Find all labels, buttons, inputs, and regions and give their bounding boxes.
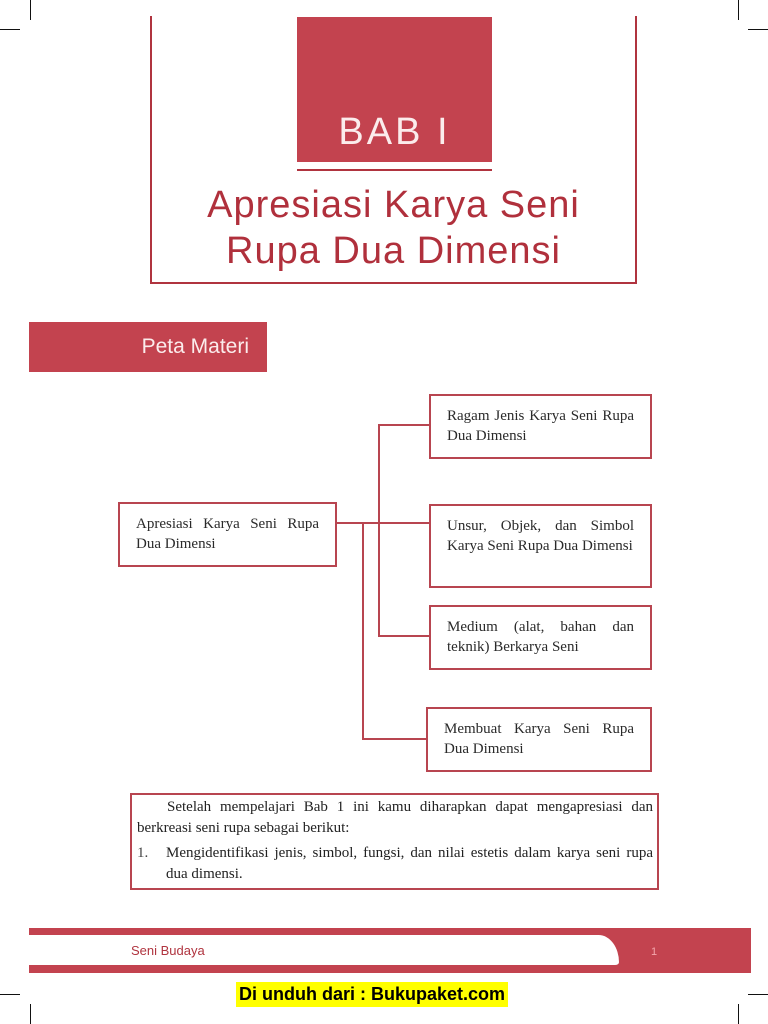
learning-objectives-box xyxy=(130,793,659,890)
concept-branch-node-1 xyxy=(429,394,652,459)
crop-mark-bottom-left-h xyxy=(0,994,20,995)
chapter-label: BAB I xyxy=(338,111,451,153)
concept-branch-node-4 xyxy=(426,707,652,772)
chapter-title-line-1: Apresiasi Karya Seni xyxy=(207,184,580,226)
concept-branch-text-1: Ragam Jenis Karya Seni Rupa Dua Dimensi xyxy=(447,408,634,444)
concept-branch-text-2: Unsur, Objek, dan Simbol Karya Seni Rupa Dua Dimensi xyxy=(447,518,634,554)
connector-upper-vertical xyxy=(378,424,380,637)
connector-lower-vertical xyxy=(362,522,364,740)
concept-branch-text-4: Membuat Karya Seni Rupa Dua Dimensi xyxy=(444,721,634,757)
footer-subject: Seni Budaya xyxy=(131,943,205,958)
concept-branch-node-3 xyxy=(429,605,652,670)
crop-mark-bottom-left-v xyxy=(30,1004,31,1024)
crop-mark-top-left-h xyxy=(0,29,20,30)
connector-branch-3 xyxy=(378,635,431,637)
concept-branch-node-2 xyxy=(429,504,652,588)
chapter-title-line-2: Rupa Dua Dimensi xyxy=(226,230,561,272)
connector-branch-4 xyxy=(362,738,428,740)
crop-mark-bottom-right-h xyxy=(748,994,768,995)
section-banner-label: Peta Materi xyxy=(141,335,249,358)
crop-mark-top-right-v xyxy=(738,0,739,20)
footer-inner-band xyxy=(29,935,619,965)
section-banner xyxy=(29,322,267,372)
concept-branch-text-3: Medium (alat, bahan dan teknik) Berkarya Seni xyxy=(447,619,634,655)
crop-mark-bottom-right-v xyxy=(738,1004,739,1024)
concept-root-node xyxy=(118,502,337,567)
page-number: 1 xyxy=(651,946,658,958)
objectives-item xyxy=(137,843,653,885)
chapter-label-rule xyxy=(297,169,492,171)
objectives-item-number: 1. xyxy=(137,845,149,861)
crop-mark-top-right-h xyxy=(748,29,768,30)
concept-root-text: Apresiasi Karya Seni Rupa Dua Dimensi xyxy=(136,516,319,552)
connector-branch-1 xyxy=(378,424,431,426)
objectives-intro: Setelah mempelajari Bab 1 ini kamu diharapkan dapat mengapresiasi dan berkreasi seni rupa sebagai berikut: xyxy=(137,799,653,836)
objectives-item-text: Mengidentifikasi jenis, simbol, fungsi, dan nilai estetis dalam karya seni rupa dua dimensi. xyxy=(166,845,653,882)
download-watermark: Di unduh dari : Bukupaket.com xyxy=(236,982,508,1007)
connector-root-horizontal xyxy=(336,522,431,524)
crop-mark-top-left-v xyxy=(30,0,31,20)
chapter-title xyxy=(152,182,635,274)
chapter-label-block xyxy=(297,17,492,162)
